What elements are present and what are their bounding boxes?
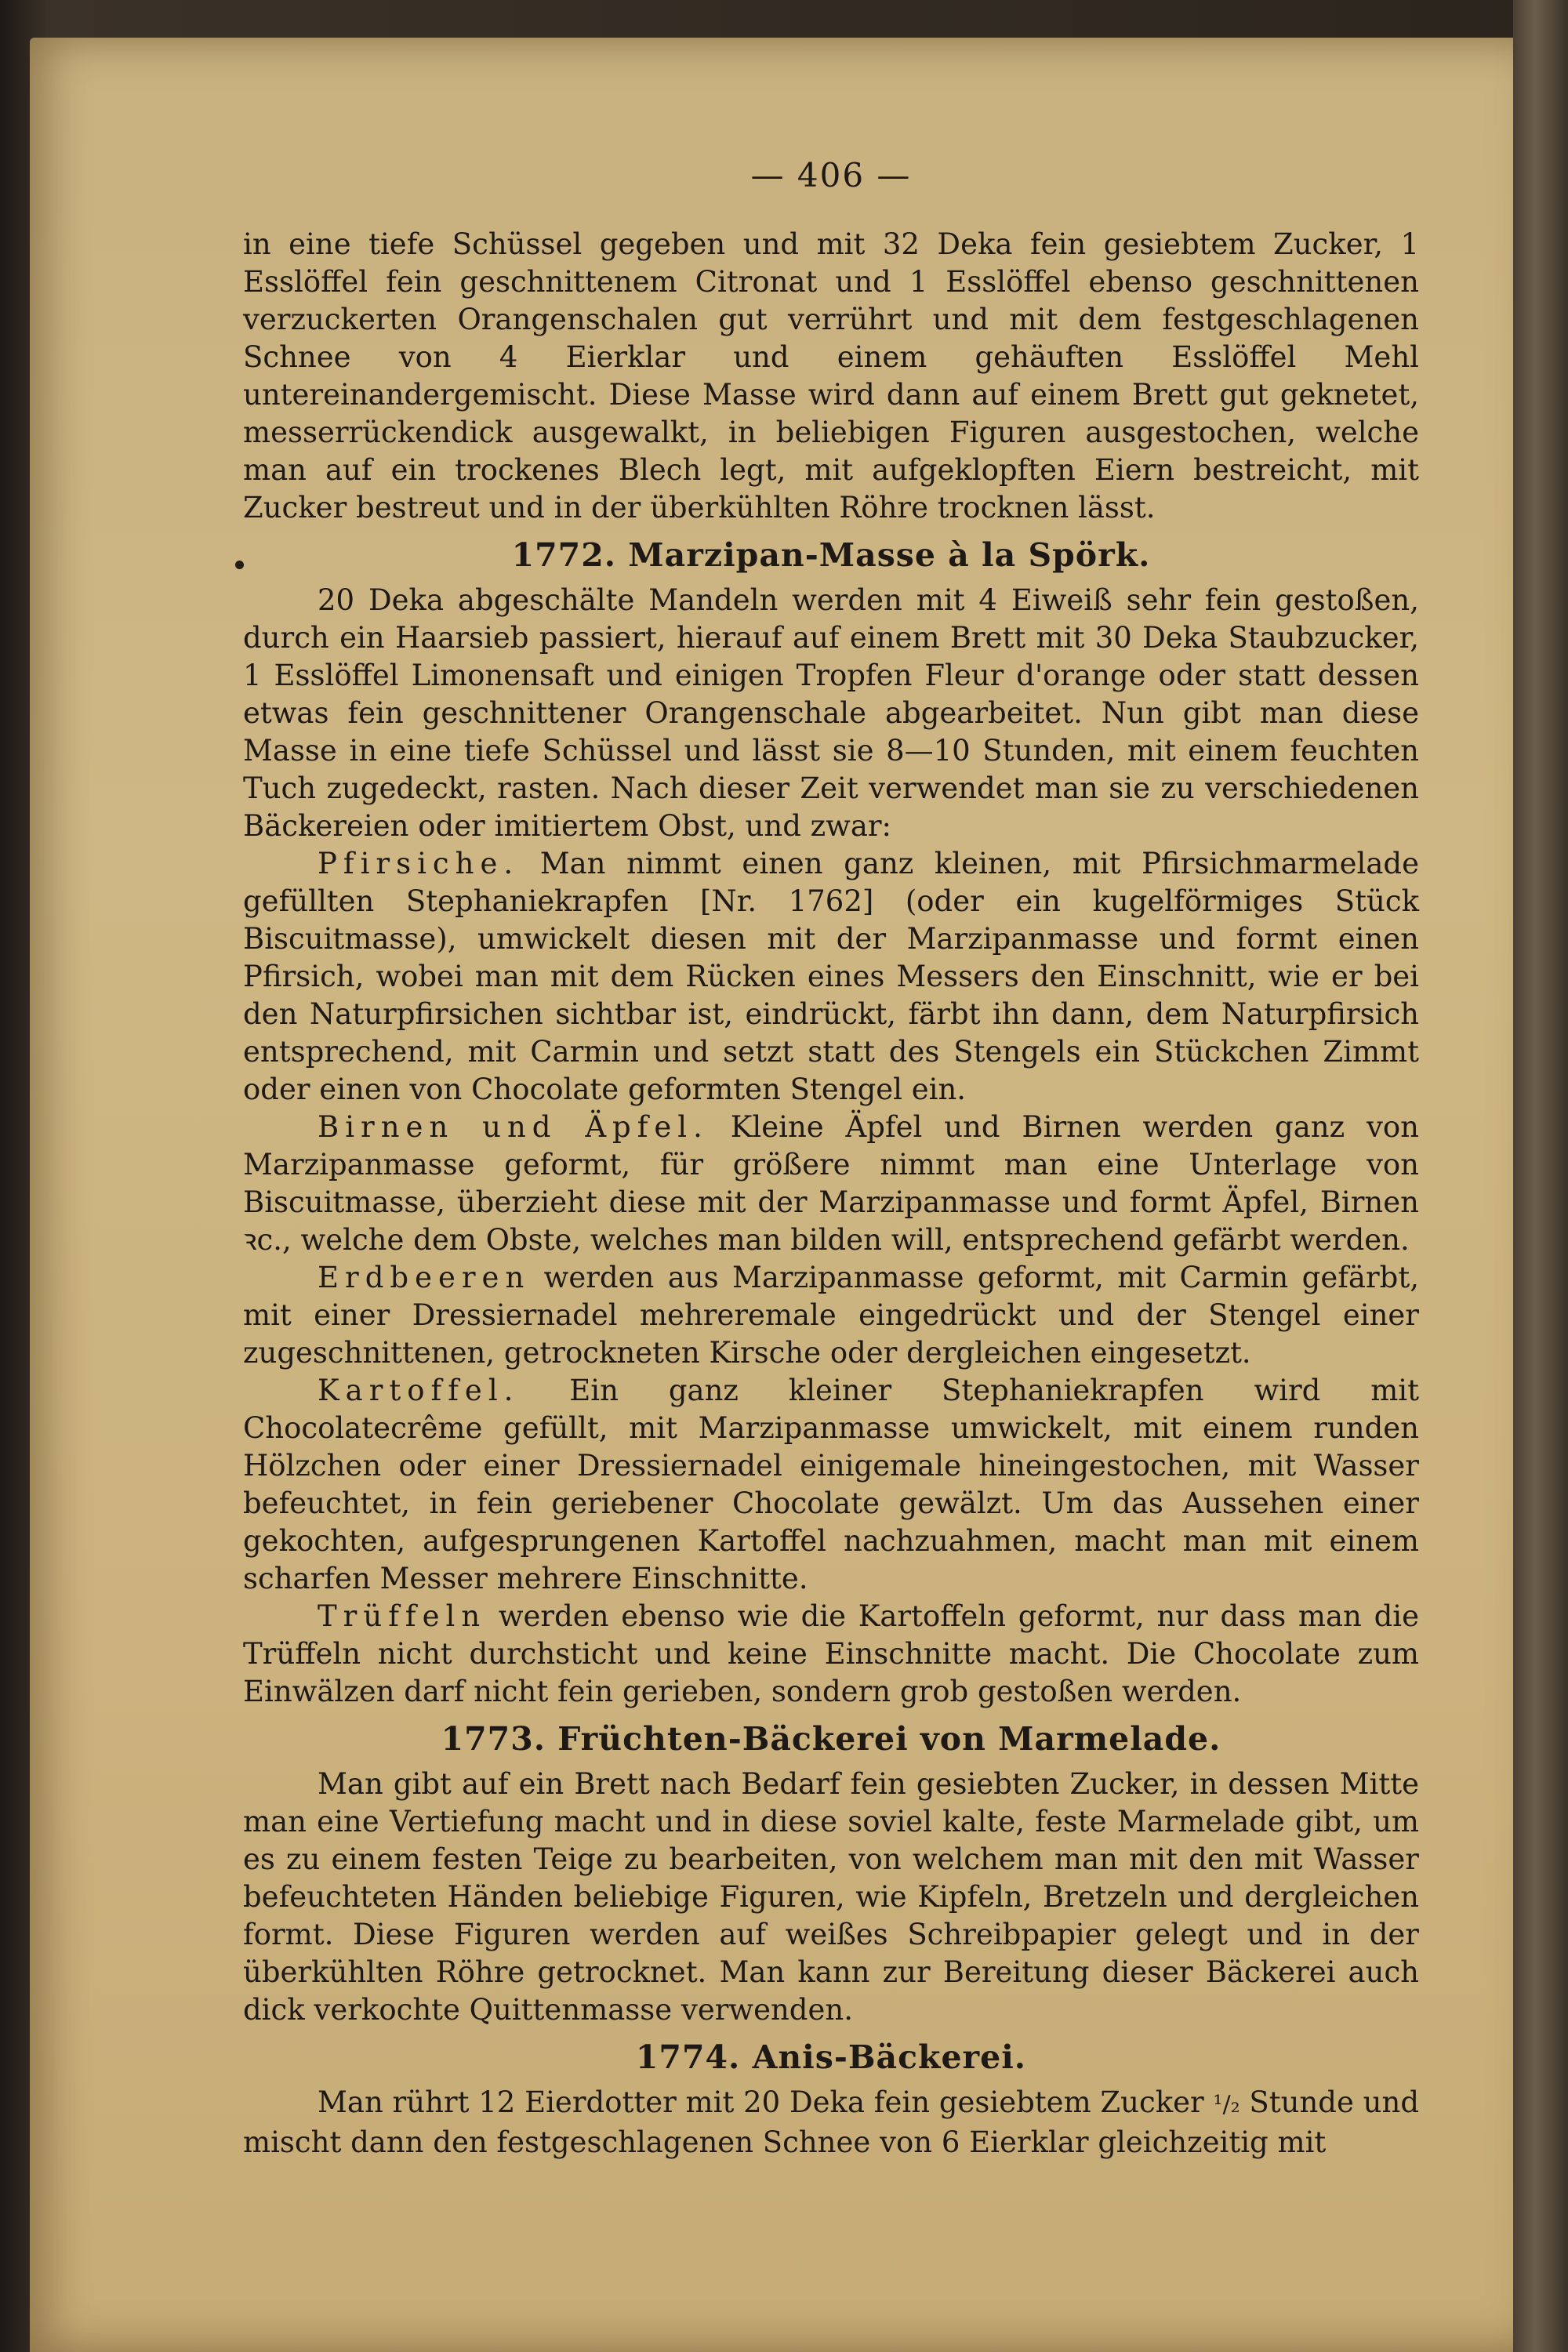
- text-erdbeeren: werden aus Marzipanmasse geformt, mit Carmin gefärbt, mit einer Dressiernadel mehreremale eingedrückt und der Stengel einer zugeschnittenen, getrockneten Kirsche oder dergleichen eingesetzt.: [243, 1261, 1419, 1370]
- paragraph-marmelade: Man gibt auf ein Brett nach Bedarf fein gesiebten Zucker, in dessen Mitte man eine Vertiefung macht und in diese soviel kalte, feste Marmelade gibt, um es zu einem festen Teige zu bearbeiten, von welchem man mit den mit Wasser befeuchteten Händen beliebige Figuren, wie Kipfeln, Bretzeln und dergleichen formt. Diese Figuren werden auf weißes Schreibpapier gelegt und in der überkühlten Röhre getrocknet. Man kann zur Bereitung dieser Bäckerei auch dick verkochte Quittenmasse verwenden.: [243, 1767, 1419, 2027]
- paragraph-pfirsiche: [243, 845, 1419, 1109]
- text-kartoffel: Ein ganz kleiner Stephaniekrapfen wird mit Chocolatecrême gefüllt, mit Marzipanmasse umwickelt, mit einem runden Hölzchen oder einer Dressiernadel einigemale hineingestochen, mit Wasser befeuchtet, in fein geriebener Chocolate gewälzt. Um das Aussehen einer gekochten, aufgesprungenen Kartoffel nachzuahmen, macht man mit einem scharfen Messer mehrere Einschnitte.: [243, 1374, 1419, 1595]
- paragraph-marzipan-intro: 20 Deka abgeschälte Mandeln werden mit 4 Eiweiß sehr fein gestoßen, durch ein Haarsieb passiert, hierauf auf einem Brett mit 30 Deka Staubzucker, 1 Esslöffel Limonensaft und einigen Tropfen Fleur d'orange oder statt dessen etwas fein geschnittener Orangenschale abgearbeitet. Nun gibt man diese Masse in eine tiefe Schüssel und lässt sie 8—10 Stunden, mit einem feuchten Tuch zugedeckt, rasten. Nach dieser Zeit verwendet man sie zu verschiedenen Bäckereien oder imitiertem Obst, und zwar:: [243, 583, 1419, 843]
- fraction-half: ¹/₂: [1213, 2091, 1240, 2118]
- paragraph-trueffeln: [243, 1598, 1419, 1711]
- recipe-heading-1773: 1773. Früchten-Bäckerei von Marmelade.: [441, 1720, 1221, 1758]
- text-birnen-aepfel: Kleine Äpfel und Birnen werden ganz von Marzipanmasse geformt, für größere nimmt man eine Unterlage von Biscuitmasse, überzieht diese mit der Marzipanmasse und formt Äpfel, Birnen ꝛc., welche dem Obste, welches man bilden will, entsprechend gefärbt werden.: [243, 1110, 1419, 1257]
- paragraph-birnen-aepfel: [243, 1109, 1419, 1259]
- text-pfirsiche: Man nimmt einen ganz kleinen, mit Pfirsichmarmelade gefüllten Stephaniekrapfen [Nr. 1762] (oder ein kugelförmiges Stück Biscuitmasse), umwickelt diesen mit der Marzipanmasse und formt einen Pfirsich, wobei man mit dem Rücken eines Messers den Einschnitt, wie er bei den Naturpfirsichen sichtbar ist, eindrückt, färbt ihn dann, dem Naturpfirsich entsprechend, mit Carmin und setzt statt des Stengels ein Stückchen Zimmt oder einen von Chocolate geformten Stengel ein.: [243, 847, 1419, 1106]
- term-erdbeeren: Erdbeeren: [318, 1261, 531, 1294]
- term-birnen-aepfel: Birnen und Äpfel.: [318, 1110, 709, 1144]
- text-anis-part-a: Man rührt 12 Eierdotter mit 20 Deka fein gesiebtem Zucker: [318, 2085, 1214, 2119]
- term-trueffeln: Trüffeln: [318, 1599, 487, 1633]
- page-number: — 406 —: [750, 156, 912, 194]
- recipe-heading-1772: 1772. Marzipan-Masse à la Spörk.: [511, 536, 1151, 574]
- book-spine-edge: [1513, 0, 1568, 2352]
- recipe-heading-1774: 1774. Anis-Bäckerei.: [635, 2038, 1027, 2076]
- text-anis-part-b: Stunde und mischt dann den festgeschlagenen Schnee von 6 Eierklar gleichzeitig mit: [243, 2085, 1420, 2159]
- paragraph-continuation: in eine tiefe Schüssel gegeben und mit 32 Deka fein gesiebtem Zucker, 1 Esslöffel fein geschnittenem Citronat und 1 Esslöffel ebenso geschnittenen verzuckerten Orangenschalen gut verrührt und mit dem festgeschlagenen Schnee von 4 Eierklar und einem gehäuften Esslöffel Mehl untereinandergemischt. Diese Masse wird dann auf einem Brett gut geknetet, messerrückendick ausgewalkt, in beliebigen Figuren ausgestochen, welche man auf ein trockenes Blech legt, mit aufgeklopften Eiern bestreicht, mit Zucker bestreut und in der überkühlten Röhre trocknen lässt.: [243, 227, 1419, 524]
- paragraph-erdbeeren: [243, 1259, 1419, 1372]
- paragraph-anis: [243, 2084, 1419, 2161]
- term-pfirsiche: Pfirsiche.: [318, 847, 520, 880]
- paragraph-kartoffel: [243, 1372, 1419, 1598]
- term-kartoffel: Kartoffel.: [318, 1374, 520, 1407]
- text-trueffeln: werden ebenso wie die Kartoffeln geformt, nur dass man die Trüffeln nicht durchsticht und keine Einschnitte macht. Die Chocolate zum Einwälzen darf nicht fein gerieben, sondern grob gestoßen werden.: [243, 1599, 1419, 1708]
- page-content: [243, 157, 1419, 2161]
